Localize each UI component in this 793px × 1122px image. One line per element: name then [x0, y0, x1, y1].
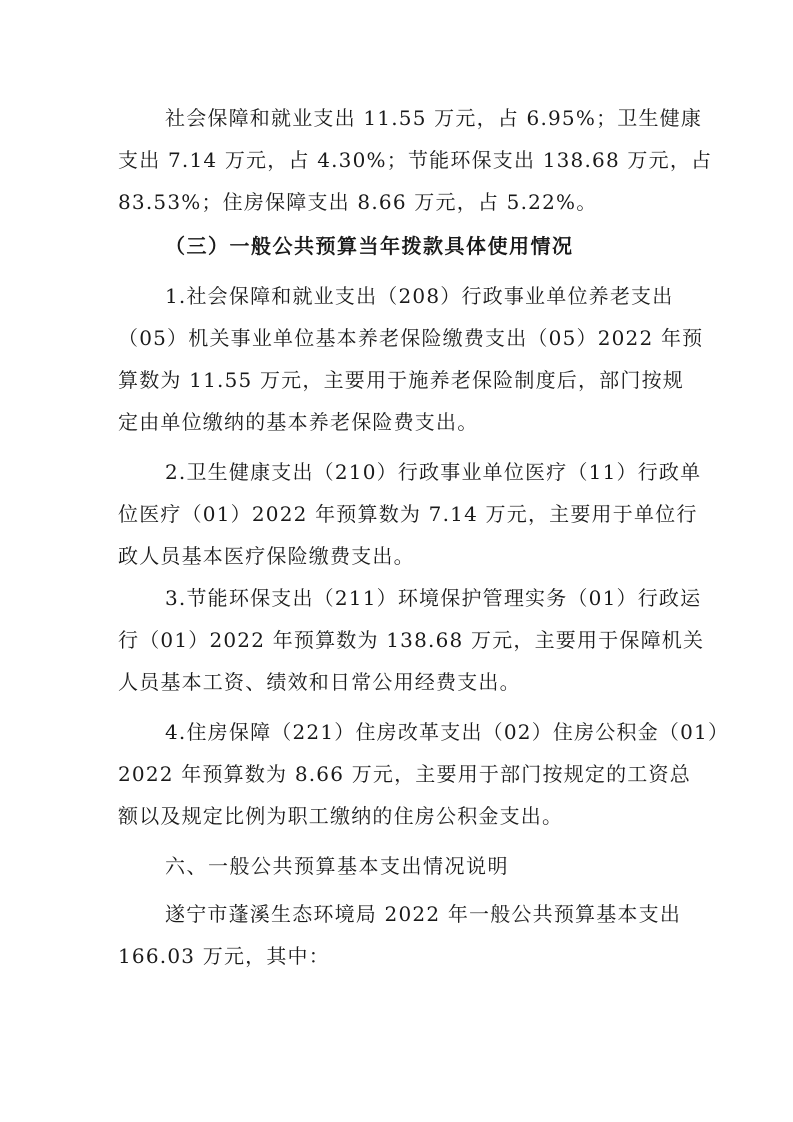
paragraph-line: 3.节能环保支出（211）环境保护管理实务（01）行政运: [165, 586, 702, 610]
subsection-heading: （三）一般公共预算当年拨款具体使用情况: [165, 234, 574, 258]
paragraph-line: 人员基本工资、绩效和日常公用经费支出。: [118, 670, 521, 694]
paragraph-line: 行（01）2022 年预算数为 138.68 万元，主要用于保障机关: [118, 628, 705, 652]
paragraph-line: 政人员基本医疗保险缴费支出。: [118, 544, 415, 568]
paragraph-line: 位医疗（01）2022 年预算数为 7.14 万元，主要用于单位行: [118, 502, 698, 526]
paragraph-line: 算数为 11.55 万元，主要用于施养老保险制度后，部门按规: [118, 368, 684, 392]
paragraph-line: 2.卫生健康支出（210）行政事业单位医疗（11）行政单: [165, 460, 702, 484]
paragraph-line: 166.03 万元，其中：: [118, 944, 330, 968]
paragraph-line: 4.住房保障（221）住房改革支出（02）住房公积金（01）: [165, 720, 730, 744]
paragraph-line: 社会保障和就业支出 11.55 万元，占 6.95%；卫生健康: [165, 106, 703, 130]
section-heading: 六、一般公共预算基本支出情况说明: [165, 854, 509, 878]
paragraph-line: （05）机关事业单位基本养老保险缴费支出（05）2022 年预: [118, 326, 704, 350]
paragraph-line: 1.社会保障和就业支出（208）行政事业单位养老支出: [165, 284, 674, 308]
paragraph-line: 2022 年预算数为 8.66 万元，主要用于部门按规定的工资总: [118, 762, 691, 786]
paragraph-line: 定由单位缴纳的基本养老保险费支出。: [118, 410, 479, 434]
paragraph-line: 额以及规定比例为职工缴纳的住房公积金支出。: [118, 804, 564, 828]
paragraph-line: 遂宁市蓬溪生态环境局 2022 年一般公共预算基本支出: [165, 902, 682, 926]
paragraph-line: 支出 7.14 万元，占 4.30%；节能环保支出 138.68 万元，占: [118, 148, 713, 172]
paragraph-line: 83.53%；住房保障支出 8.66 万元，占 5.22%。: [118, 190, 598, 214]
